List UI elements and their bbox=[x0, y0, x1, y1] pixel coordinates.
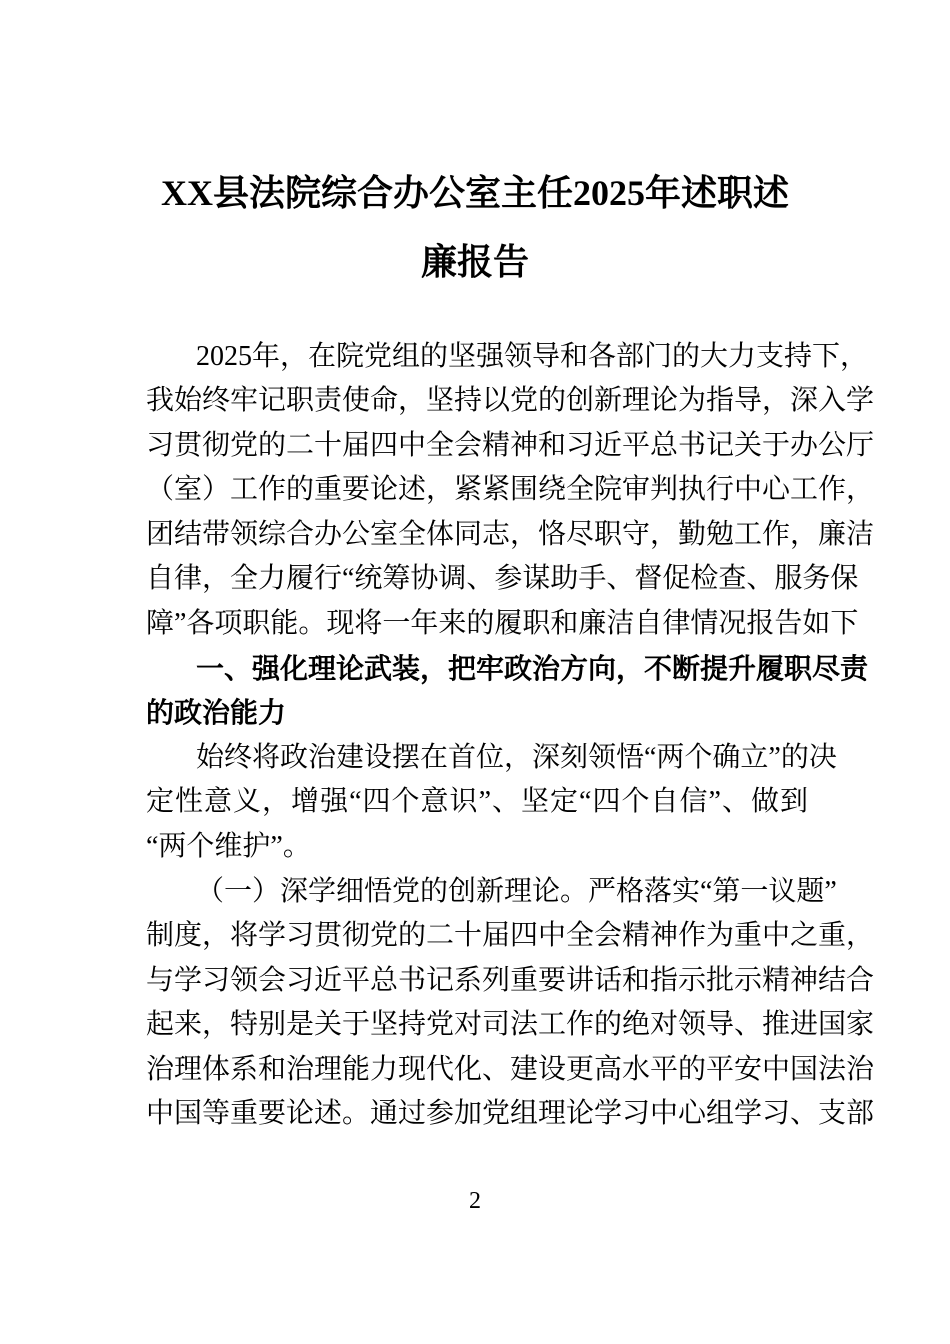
text-line: （室）工作的重要论述，紧紧围绕全院审判执行中心工作， bbox=[146, 474, 875, 505]
text-line: “两个维护”。 bbox=[146, 831, 311, 862]
text-line: 障”各项职能。现将一年来的履职和廉洁自律情况报告如下 bbox=[146, 608, 859, 639]
heading-line: 的政治能力 bbox=[146, 697, 287, 728]
text-line: 定性意义，增强“四个意识”、坚定“四个自信”、做到 bbox=[146, 786, 808, 817]
text-line: 与学习领会习近平总书记系列重要讲话和指示批示精神结合 bbox=[146, 965, 875, 996]
text-line: （一）深学细悟党的创新理论。严格落实“第一议题” bbox=[196, 876, 837, 907]
text-line: 制度，将学习贯彻党的二十届四中全会精神作为重中之重， bbox=[146, 920, 875, 951]
title-line-1: XX县法院综合办公室主任2025年述职述 bbox=[161, 173, 789, 213]
text-line: 治理体系和治理能力现代化、建设更高水平的平安中国法治 bbox=[146, 1054, 875, 1085]
page-number: 2 bbox=[469, 1188, 481, 1214]
text-line: 我始终牢记职责使命，坚持以党的创新理论为指导，深入学 bbox=[146, 385, 875, 416]
title-line-2: 廉报告 bbox=[420, 242, 529, 282]
text-line: 自律，全力履行“统筹协调、参谋助手、督促检查、服务保 bbox=[146, 563, 859, 594]
text-line: 始终将政治建设摆在首位，深刻领悟“两个确立”的决 bbox=[196, 742, 837, 773]
text-line: 习贯彻党的二十届四中全会精神和习近平总书记关于办公厅 bbox=[146, 430, 875, 461]
text-line: 起来，特别是关于坚持党对司法工作的绝对领导、推进国家 bbox=[146, 1009, 875, 1040]
text-line: 2025年，在院党组的坚强领导和各部门的大力支持下， bbox=[196, 341, 869, 372]
text-line: 团结带领综合办公室全体同志，恪尽职守，勤勉工作，廉洁 bbox=[146, 519, 875, 550]
text-line: 中国等重要论述。通过参加党组理论学习中心组学习、支部 bbox=[146, 1098, 875, 1129]
heading-line: 一、强化理论武装，把牢政治方向，不断提升履职尽责 bbox=[196, 653, 869, 684]
